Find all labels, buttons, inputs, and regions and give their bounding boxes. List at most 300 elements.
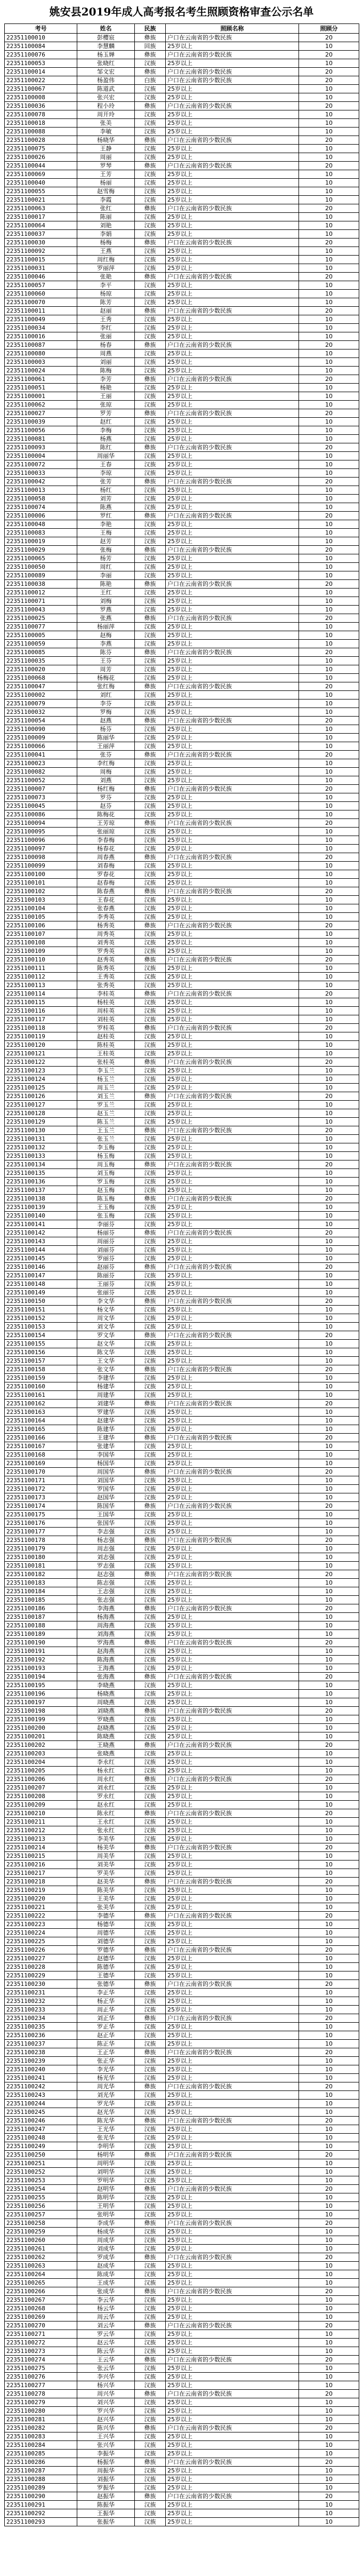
name-cell: 刘文华 bbox=[77, 1323, 135, 1331]
ethnicity-cell: 彝族 bbox=[135, 1365, 166, 1374]
care-type-cell: 户口在云南省的少数民族 bbox=[166, 1707, 299, 1715]
name-cell: 张春燕 bbox=[77, 904, 135, 913]
care-score-cell: 10 bbox=[299, 187, 359, 196]
care-score-cell: 10 bbox=[299, 1067, 359, 1075]
care-type-cell: 户口在云南省的少数民族 bbox=[166, 1980, 299, 1989]
care-score-cell: 10 bbox=[299, 2509, 359, 2518]
exam-id-cell: 22351100234 bbox=[5, 2014, 77, 2023]
name-cell: 张秀英 bbox=[77, 981, 135, 990]
ethnicity-cell: 汉族 bbox=[135, 810, 166, 819]
care-score-cell: 10 bbox=[299, 1562, 359, 1570]
name-cell: 陈红 bbox=[77, 443, 135, 452]
exam-id-cell: 22351100243 bbox=[5, 2091, 77, 2100]
exam-id-cell: 22351100116 bbox=[5, 1007, 77, 1015]
ethnicity-cell: 汉族 bbox=[135, 1289, 166, 1297]
name-cell: 李文华 bbox=[77, 1297, 135, 1306]
ethnicity-cell: 彝族 bbox=[135, 2082, 166, 2091]
name-cell: 杨春花 bbox=[77, 845, 135, 853]
care-type-cell: 户口在云南省的少数民族 bbox=[166, 1195, 299, 1203]
care-score-cell: 20 bbox=[299, 1126, 359, 1135]
care-type-cell: 户口在云南省的少数民族 bbox=[166, 990, 299, 998]
care-score-cell: 10 bbox=[299, 230, 359, 238]
care-type-cell: 25岁以上 bbox=[166, 2125, 299, 2134]
table-row bbox=[5, 435, 359, 443]
table-row bbox=[5, 443, 359, 452]
care-type-cell: 25岁以上 bbox=[166, 1348, 299, 1357]
table-row bbox=[5, 145, 359, 153]
ethnicity-cell: 汉族 bbox=[135, 2432, 166, 2441]
care-type-cell: 25岁以上 bbox=[166, 2296, 299, 2304]
care-score-cell: 10 bbox=[299, 93, 359, 102]
care-score-cell: 10 bbox=[299, 1954, 359, 1963]
ethnicity-cell: 汉族 bbox=[135, 2467, 166, 2475]
table-row bbox=[5, 281, 359, 290]
ethnicity-cell: 汉族 bbox=[135, 1852, 166, 1861]
care-score-cell: 20 bbox=[299, 1331, 359, 1340]
care-score-cell: 10 bbox=[299, 324, 359, 332]
table-row bbox=[5, 375, 359, 384]
exam-id-cell: 22351100028 bbox=[5, 136, 77, 145]
care-type-cell: 25岁以上 bbox=[166, 2304, 299, 2313]
exam-id-cell: 22351100273 bbox=[5, 2347, 77, 2356]
exam-id-cell: 22351100110 bbox=[5, 956, 77, 964]
care-type-cell: 25岁以上 bbox=[166, 495, 299, 503]
name-cell: 张红梅 bbox=[77, 682, 135, 691]
ethnicity-cell: 汉族 bbox=[135, 93, 166, 102]
table-row bbox=[5, 238, 359, 247]
table-row bbox=[5, 845, 359, 853]
exam-id-cell: 22351100010 bbox=[5, 34, 77, 42]
name-cell: 周永红 bbox=[77, 1775, 135, 1784]
ethnicity-cell: 汉族 bbox=[135, 708, 166, 717]
exam-id-cell: 22351100133 bbox=[5, 1152, 77, 1160]
care-score-cell: 20 bbox=[299, 1639, 359, 1647]
care-type-cell: 25岁以上 bbox=[166, 384, 299, 392]
name-cell: 周美华 bbox=[77, 1852, 135, 1861]
care-type-cell: 25岁以上 bbox=[166, 699, 299, 708]
exam-id-cell: 22351100005 bbox=[5, 631, 77, 640]
ethnicity-cell: 汉族 bbox=[135, 1562, 166, 1570]
table-row bbox=[5, 554, 359, 563]
care-type-cell: 户口在云南省的少数民族 bbox=[166, 682, 299, 691]
ethnicity-cell: 彝族 bbox=[135, 648, 166, 657]
name-cell: 刘永红 bbox=[77, 1784, 135, 1792]
exam-id-cell: 22351100127 bbox=[5, 1101, 77, 1109]
exam-id-cell: 22351100024 bbox=[5, 367, 77, 375]
name-cell: 李敏 bbox=[77, 128, 135, 136]
care-type-cell: 25岁以上 bbox=[166, 1997, 299, 2006]
care-score-cell: 10 bbox=[299, 1630, 359, 1639]
name-cell: 周国华 bbox=[77, 1468, 135, 1476]
exam-id-cell: 22351100196 bbox=[5, 1690, 77, 1698]
care-score-cell: 20 bbox=[299, 375, 359, 384]
name-cell: 杨燕 bbox=[77, 435, 135, 443]
care-score-cell: 10 bbox=[299, 1015, 359, 1024]
name-cell: 王燕 bbox=[77, 247, 135, 256]
name-cell: 罗美华 bbox=[77, 1869, 135, 1878]
ethnicity-cell: 汉族 bbox=[135, 2347, 166, 2356]
table-row bbox=[5, 2458, 359, 2467]
ethnicity-cell: 汉族 bbox=[135, 802, 166, 810]
exam-id-cell: 22351100086 bbox=[5, 810, 77, 819]
care-type-cell: 户口在云南省的少数民族 bbox=[166, 956, 299, 964]
exam-id-cell: 22351100081 bbox=[5, 435, 77, 443]
care-type-cell: 户口在云南省的少数民族 bbox=[166, 341, 299, 349]
care-type-cell: 25岁以上 bbox=[166, 1835, 299, 1843]
exam-id-cell: 22351100161 bbox=[5, 1391, 77, 1400]
table-row bbox=[5, 1374, 359, 1382]
name-cell: 张丽芬 bbox=[77, 1289, 135, 1297]
table-row bbox=[5, 102, 359, 110]
exam-id-cell: 22351100150 bbox=[5, 1297, 77, 1306]
care-score-cell: 10 bbox=[299, 256, 359, 264]
care-score-cell: 10 bbox=[299, 2441, 359, 2450]
table-row bbox=[5, 1408, 359, 1417]
ethnicity-cell: 彝族 bbox=[135, 853, 166, 862]
ethnicity-cell: 汉族 bbox=[135, 128, 166, 136]
exam-id-cell: 22351100067 bbox=[5, 85, 77, 93]
table-row bbox=[5, 2100, 359, 2108]
exam-id-cell: 22351100202 bbox=[5, 1741, 77, 1750]
name-cell: 刘美华 bbox=[77, 1861, 135, 1869]
name-cell: 周云华 bbox=[77, 2313, 135, 2321]
care-type-cell: 25岁以上 bbox=[166, 1314, 299, 1323]
exam-id-cell: 22351100007 bbox=[5, 785, 77, 793]
care-score-cell: 10 bbox=[299, 998, 359, 1007]
name-cell: 杨正华 bbox=[77, 1997, 135, 2006]
care-score-cell: 10 bbox=[299, 1340, 359, 1348]
ethnicity-cell: 汉族 bbox=[135, 1246, 166, 1254]
table-row bbox=[5, 2339, 359, 2347]
name-cell: 王正华 bbox=[77, 2048, 135, 2057]
exam-id-cell: 22351100283 bbox=[5, 2432, 77, 2441]
table-row bbox=[5, 1365, 359, 1374]
name-cell: 张桂英 bbox=[77, 1058, 135, 1067]
exam-id-cell: 22351100056 bbox=[5, 426, 77, 435]
care-type-cell: 25岁以上 bbox=[166, 2373, 299, 2381]
name-cell: 陈志强 bbox=[77, 1579, 135, 1587]
ethnicity-cell: 汉族 bbox=[135, 1903, 166, 1912]
exam-id-cell: 22351100011 bbox=[5, 307, 77, 315]
ethnicity-cell: 汉族 bbox=[135, 1306, 166, 1314]
care-type-cell: 25岁以上 bbox=[166, 1579, 299, 1587]
ethnicity-cell: 汉族 bbox=[135, 1032, 166, 1041]
name-cell: 刘振华 bbox=[77, 2475, 135, 2484]
ethnicity-cell: 汉族 bbox=[135, 2364, 166, 2373]
care-type-cell: 25岁以上 bbox=[166, 1587, 299, 1596]
exam-id-cell: 22351100044 bbox=[5, 162, 77, 170]
care-type-cell: 25岁以上 bbox=[166, 998, 299, 1007]
ethnicity-cell: 汉族 bbox=[135, 2065, 166, 2074]
care-score-cell: 10 bbox=[299, 486, 359, 495]
name-cell: 张明华 bbox=[77, 2211, 135, 2219]
name-cell: 陈国华 bbox=[77, 1502, 135, 1510]
care-score-cell: 10 bbox=[299, 2023, 359, 2031]
care-score-cell: 20 bbox=[299, 1843, 359, 1852]
table-row bbox=[5, 1143, 359, 1152]
table-row bbox=[5, 1502, 359, 1510]
ethnicity-cell: 彝族 bbox=[135, 443, 166, 452]
name-cell: 李艳 bbox=[77, 520, 135, 529]
care-type-cell: 25岁以上 bbox=[166, 170, 299, 179]
exam-id-cell: 22351100050 bbox=[5, 563, 77, 571]
care-score-cell: 10 bbox=[299, 1613, 359, 1621]
exam-id-cell: 22351100048 bbox=[5, 520, 77, 529]
care-type-cell: 25岁以上 bbox=[166, 1178, 299, 1186]
care-score-cell: 10 bbox=[299, 1596, 359, 1604]
table-row bbox=[5, 1340, 359, 1348]
care-type-cell: 25岁以上 bbox=[166, 435, 299, 443]
care-score-cell: 10 bbox=[299, 640, 359, 648]
name-cell: 陈德华 bbox=[77, 1963, 135, 1971]
care-score-cell: 10 bbox=[299, 503, 359, 512]
care-score-cell: 10 bbox=[299, 1656, 359, 1664]
care-score-cell: 10 bbox=[299, 1050, 359, 1058]
table-row bbox=[5, 2151, 359, 2159]
ethnicity-cell: 彝族 bbox=[135, 2151, 166, 2159]
table-row bbox=[5, 1690, 359, 1698]
ethnicity-cell: 汉族 bbox=[135, 2373, 166, 2381]
exam-id-cell: 22351100102 bbox=[5, 887, 77, 896]
exam-id-cell: 22351100228 bbox=[5, 1963, 77, 1971]
exam-id-cell: 22351100038 bbox=[5, 580, 77, 589]
care-type-cell: 25岁以上 bbox=[166, 1135, 299, 1143]
exam-id-cell: 22351100154 bbox=[5, 1331, 77, 1340]
name-cell: 刘光华 bbox=[77, 2091, 135, 2100]
table-row bbox=[5, 1084, 359, 1092]
exam-id-cell: 22351100036 bbox=[5, 102, 77, 110]
care-type-cell: 户口在云南省的少数民族 bbox=[166, 136, 299, 145]
care-type-cell: 25岁以上 bbox=[166, 1101, 299, 1109]
care-type-cell: 25岁以上 bbox=[166, 802, 299, 810]
care-score-cell: 10 bbox=[299, 2467, 359, 2475]
table-row bbox=[5, 1656, 359, 1664]
exam-id-cell: 22351100173 bbox=[5, 1493, 77, 1502]
table-row bbox=[5, 307, 359, 315]
ethnicity-cell: 汉族 bbox=[135, 734, 166, 742]
care-score-cell: 10 bbox=[299, 460, 359, 469]
ethnicity-cell: 汉族 bbox=[135, 384, 166, 392]
table-row bbox=[5, 776, 359, 785]
care-score-cell: 10 bbox=[299, 1485, 359, 1493]
care-type-cell: 25岁以上 bbox=[166, 401, 299, 409]
care-score-cell: 10 bbox=[299, 1041, 359, 1050]
care-score-cell: 10 bbox=[299, 2040, 359, 2048]
ethnicity-cell: 彝族 bbox=[135, 990, 166, 998]
care-type-cell: 25岁以上 bbox=[166, 1118, 299, 1126]
care-score-cell: 10 bbox=[299, 1792, 359, 1801]
table-row bbox=[5, 1476, 359, 1485]
name-cell: 李玉兰 bbox=[77, 1067, 135, 1075]
care-type-cell: 25岁以上 bbox=[166, 1246, 299, 1254]
table-row bbox=[5, 964, 359, 973]
care-score-cell: 10 bbox=[299, 879, 359, 887]
care-score-cell: 20 bbox=[299, 1468, 359, 1476]
care-type-cell: 户口在云南省的少数民族 bbox=[166, 2185, 299, 2193]
name-cell: 李海燕 bbox=[77, 1604, 135, 1613]
exam-id-cell: 22351100092 bbox=[5, 247, 77, 256]
exam-id-cell: 22351100280 bbox=[5, 2407, 77, 2415]
table-row bbox=[5, 1007, 359, 1015]
table-row bbox=[5, 1937, 359, 1946]
ethnicity-cell: 汉族 bbox=[135, 2484, 166, 2492]
table-row bbox=[5, 802, 359, 810]
care-score-cell: 20 bbox=[299, 1980, 359, 1989]
name-cell: 李红 bbox=[77, 324, 135, 332]
exam-id-cell: 22351100180 bbox=[5, 1553, 77, 1562]
care-type-cell: 25岁以上 bbox=[166, 221, 299, 230]
table-row bbox=[5, 657, 359, 665]
care-type-cell: 25岁以上 bbox=[166, 1220, 299, 1229]
ethnicity-cell: 汉族 bbox=[135, 2202, 166, 2211]
table-row bbox=[5, 1630, 359, 1639]
care-type-cell: 户口在云南省的少数民族 bbox=[166, 1058, 299, 1067]
care-type-cell: 25岁以上 bbox=[166, 2450, 299, 2458]
ethnicity-cell: 汉族 bbox=[135, 631, 166, 640]
name-cell: 罗琴 bbox=[77, 162, 135, 170]
care-score-cell: 20 bbox=[299, 2219, 359, 2228]
table-row bbox=[5, 742, 359, 751]
care-type-cell: 25岁以上 bbox=[166, 1971, 299, 1980]
ethnicity-cell: 汉族 bbox=[135, 947, 166, 956]
exam-id-cell: 22351100285 bbox=[5, 2450, 77, 2458]
care-score-cell: 10 bbox=[299, 623, 359, 631]
care-type-cell: 户口在云南省的少数民族 bbox=[166, 887, 299, 896]
exam-id-cell: 22351100128 bbox=[5, 1109, 77, 1118]
care-type-cell: 25岁以上 bbox=[166, 426, 299, 435]
care-type-cell: 户口在云南省的少数民族 bbox=[166, 2082, 299, 2091]
care-score-cell: 10 bbox=[299, 264, 359, 273]
care-type-cell: 户口在云南省的少数民族 bbox=[166, 1604, 299, 1613]
care-score-cell: 10 bbox=[299, 170, 359, 179]
name-cell: 王梅 bbox=[77, 529, 135, 537]
exam-id-cell: 22351100171 bbox=[5, 1476, 77, 1485]
ethnicity-cell: 汉族 bbox=[135, 1963, 166, 1971]
exam-id-cell: 22351100140 bbox=[5, 1212, 77, 1220]
exam-id-cell: 22351100126 bbox=[5, 1092, 77, 1101]
ethnicity-cell: 汉族 bbox=[135, 1220, 166, 1229]
name-cell: 陈春燕 bbox=[77, 887, 135, 896]
name-cell: 陈云华 bbox=[77, 2347, 135, 2356]
exam-id-cell: 22351100047 bbox=[5, 682, 77, 691]
ethnicity-cell: 汉族 bbox=[135, 674, 166, 682]
care-score-cell: 10 bbox=[299, 776, 359, 785]
ethnicity-cell: 汉族 bbox=[135, 1084, 166, 1092]
ethnicity-cell: 彝族 bbox=[135, 2287, 166, 2296]
ethnicity-cell: 汉族 bbox=[135, 2125, 166, 2134]
ethnicity-cell: 彝族 bbox=[135, 751, 166, 759]
ethnicity-cell: 彝族 bbox=[135, 102, 166, 110]
table-row bbox=[5, 1715, 359, 1724]
exam-id-cell: 22351100166 bbox=[5, 1434, 77, 1442]
care-type-cell: 25岁以上 bbox=[166, 1280, 299, 1289]
name-cell: 刘艳 bbox=[77, 221, 135, 230]
table-row bbox=[5, 1758, 359, 1767]
exam-id-cell: 22351100172 bbox=[5, 1485, 77, 1493]
ethnicity-cell: 汉族 bbox=[135, 2381, 166, 2390]
care-type-cell: 25岁以上 bbox=[166, 2398, 299, 2407]
care-score-cell: 10 bbox=[299, 1647, 359, 1656]
care-type-cell: 25岁以上 bbox=[166, 1015, 299, 1024]
ethnicity-cell: 汉族 bbox=[135, 1357, 166, 1365]
table-row bbox=[5, 691, 359, 699]
exam-id-cell: 22351100223 bbox=[5, 1920, 77, 1929]
exam-id-cell: 22351100002 bbox=[5, 691, 77, 699]
care-type-cell: 25岁以上 bbox=[166, 1237, 299, 1246]
care-type-cell: 户口在云南省的少数民族 bbox=[166, 1809, 299, 1818]
name-cell: 张德华 bbox=[77, 1980, 135, 1989]
care-type-cell: 25岁以上 bbox=[166, 964, 299, 973]
care-score-cell: 10 bbox=[299, 384, 359, 392]
table-row bbox=[5, 204, 359, 213]
care-score-cell: 10 bbox=[299, 401, 359, 409]
name-cell: 陈成华 bbox=[77, 2270, 135, 2279]
table-row bbox=[5, 2168, 359, 2176]
column-header-exam-id: 考号 bbox=[5, 24, 77, 34]
ethnicity-cell: 汉族 bbox=[135, 1323, 166, 1331]
care-score-cell: 10 bbox=[299, 349, 359, 358]
name-cell: 刘建华 bbox=[77, 1400, 135, 1408]
care-type-cell: 25岁以上 bbox=[166, 725, 299, 734]
care-score-cell: 10 bbox=[299, 1971, 359, 1980]
name-cell: 张燕 bbox=[77, 614, 135, 623]
care-score-cell: 10 bbox=[299, 631, 359, 640]
care-score-cell: 10 bbox=[299, 1698, 359, 1707]
table-row bbox=[5, 674, 359, 682]
ethnicity-cell: 汉族 bbox=[135, 2176, 166, 2185]
ethnicity-cell: 汉族 bbox=[135, 1425, 166, 1434]
table-row bbox=[5, 119, 359, 128]
care-type-cell: 户口在云南省的少数民族 bbox=[166, 51, 299, 59]
care-type-cell: 25岁以上 bbox=[166, 247, 299, 256]
exam-id-cell: 22351100113 bbox=[5, 981, 77, 990]
care-type-cell: 25岁以上 bbox=[166, 196, 299, 204]
name-cell: 张艳 bbox=[77, 273, 135, 281]
name-cell: 李芬 bbox=[77, 699, 135, 708]
care-type-cell: 25岁以上 bbox=[166, 1289, 299, 1297]
name-cell: 王海燕 bbox=[77, 1664, 135, 1673]
care-type-cell: 25岁以上 bbox=[166, 2467, 299, 2475]
care-type-cell: 25岁以上 bbox=[166, 1067, 299, 1075]
ethnicity-cell: 彝族 bbox=[135, 1809, 166, 1818]
name-cell: 李春梅 bbox=[77, 836, 135, 845]
exam-id-cell: 22351100291 bbox=[5, 2501, 77, 2509]
care-type-cell: 25岁以上 bbox=[166, 2006, 299, 2014]
exam-id-cell: 22351100152 bbox=[5, 1314, 77, 1323]
care-type-cell: 户口在云南省的少数民族 bbox=[166, 1229, 299, 1237]
roster-body bbox=[5, 34, 359, 2526]
name-cell: 张永红 bbox=[77, 1826, 135, 1835]
exam-id-cell: 22351100004 bbox=[5, 452, 77, 460]
ethnicity-cell: 彝族 bbox=[135, 375, 166, 384]
name-cell: 赵春梅 bbox=[77, 879, 135, 887]
ethnicity-cell: 汉族 bbox=[135, 964, 166, 973]
table-row bbox=[5, 1587, 359, 1596]
exam-id-cell: 22351100237 bbox=[5, 2040, 77, 2048]
ethnicity-cell: 彝族 bbox=[135, 1741, 166, 1750]
ethnicity-cell: 汉族 bbox=[135, 469, 166, 478]
ethnicity-cell: 汉族 bbox=[135, 1596, 166, 1604]
name-cell: 杨丽芬 bbox=[77, 1229, 135, 1237]
ethnicity-cell: 彝族 bbox=[135, 717, 166, 725]
ethnicity-cell: 汉族 bbox=[135, 2006, 166, 2014]
name-cell: 罗燕 bbox=[77, 606, 135, 614]
care-type-cell: 户口在云南省的少数民族 bbox=[166, 307, 299, 315]
care-score-cell: 20 bbox=[299, 136, 359, 145]
exam-id-cell: 22351100286 bbox=[5, 2458, 77, 2467]
care-score-cell: 10 bbox=[299, 418, 359, 426]
ethnicity-cell: 彝族 bbox=[135, 1229, 166, 1237]
